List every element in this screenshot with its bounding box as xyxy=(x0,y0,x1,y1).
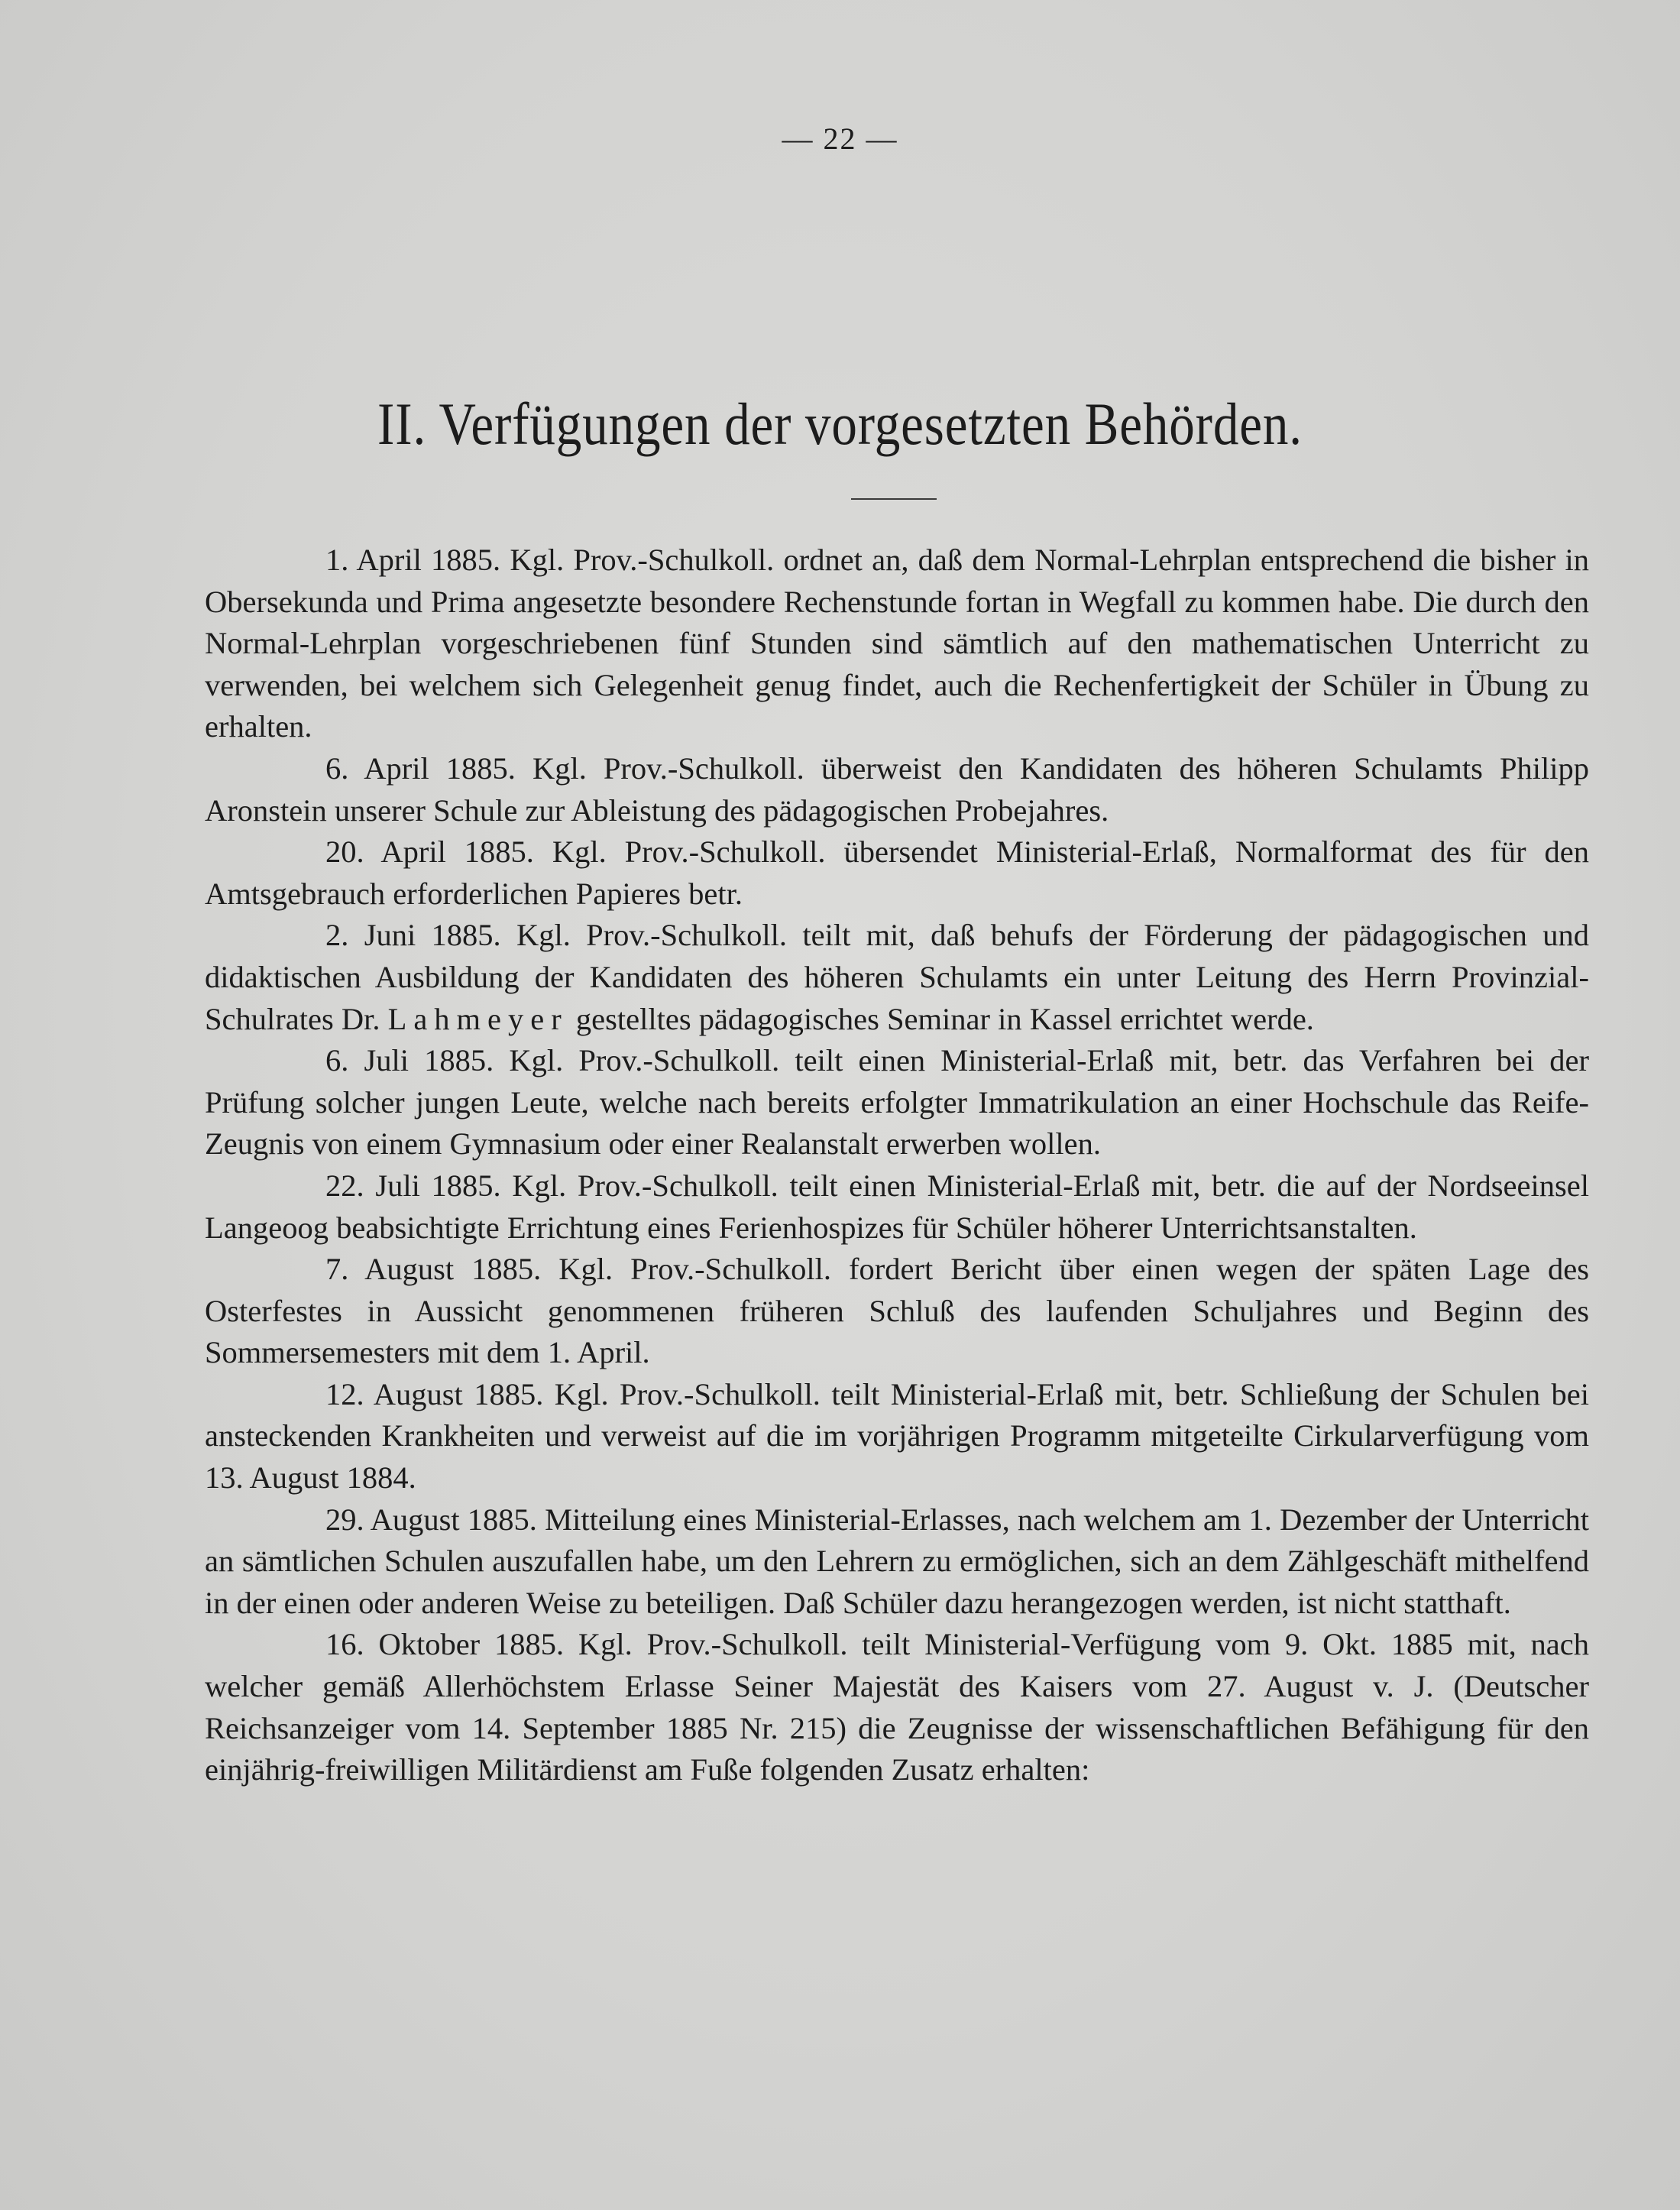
body-text xyxy=(205,540,1589,1791)
entry-paragraph: 20. April 1885. Kgl. Prov.-Schulkoll. übersendet Ministerial-Erlaß, Normalformat des für den Amtsgebrauch erforderlichen Papieres betr. xyxy=(205,834,1589,911)
entry-text-after: gestelltes pädagogisches Seminar in Kassel errichtet werde. xyxy=(575,1001,1314,1036)
entry-paragraph: 6. April 1885. Kgl. Prov.-Schulkoll. überweist den Kandidaten des höheren Schulamts Philipp Aronstein unserer Schule zur Ableistung des pädagogischen Probejahres. xyxy=(205,750,1589,828)
entry-paragraph: 1. April 1885. Kgl. Prov.-Schulkoll. ordnet an, daß dem Normal-Lehrplan entsprechend die bisher in Obersekunda und Prima angesetzte besondere Rechenstunde fortan in Wegfall zu kommen habe. Die durch den Normal-Lehrplan vorgeschriebenen fünf Stunden sind sämtlich auf den mathematischen Unterricht zu verwenden, bei welchem sich Gelegenheit genug findet, auch die Rechenfertigkeit der Schüler in Übung zu erhalten. xyxy=(205,543,1589,744)
spaced-name: Lahmeyer xyxy=(387,1001,568,1036)
entry-paragraph: 6. Juli 1885. Kgl. Prov.-Schulkoll. teilt einen Ministerial-Erlaß mit, betr. das Verfahren bei der Prüfung solcher jungen Leute, welche nach bereits erfolgter Immatrikulation an einer Hochschule das Reife-Zeugnis von einem Gymnasium oder einer Realanstalt erwerben wollen. xyxy=(205,1043,1589,1162)
page-number: — 22 — xyxy=(782,122,898,156)
entry-paragraph: 7. August 1885. Kgl. Prov.-Schulkoll. fordert Bericht über einen wegen der späten Lage des Osterfestes in Aussicht genommenen früheren Schluß des laufenden Schuljahres und Beginn des Sommersemesters mit dem 1. April. xyxy=(205,1252,1589,1370)
heading-rule xyxy=(851,498,937,500)
entry-paragraph xyxy=(205,915,1589,1040)
entry-paragraph: 29. August 1885. Mitteilung eines Ministerial-Erlasses, nach welchem am 1. Dezember der Unterricht an sämtlichen Schulen auszufallen habe, um den Lehrern zu ermöglichen, sich an dem Zählgeschäft mithelfend in der einen oder anderen Weise zu beteiligen. Daß Schüler dazu herangezogen werden, ist nicht statthaft. xyxy=(205,1502,1589,1620)
entry-paragraph: 22. Juli 1885. Kgl. Prov.-Schulkoll. teilt einen Ministerial-Erlaß mit, betr. die auf der Nordseeinsel Langeoog beabsichtigte Errichtung eines Ferienhospizes für Schüler höherer Unterrichtsanstalten. xyxy=(205,1168,1589,1245)
entry-paragraph: 12. August 1885. Kgl. Prov.-Schulkoll. teilt Ministerial-Erlaß mit, betr. Schließung der Schulen bei ansteckenden Krankheiten und verweist auf die im vorjährigen Programm mitgeteilte Cirkularverfügung vom 13. August 1884. xyxy=(205,1376,1589,1495)
entry-text-before: 2. Juni 1885. Kgl. Prov.-Schulkoll. teilt mit, daß behufs der Förderung der pädagogischen und didaktischen Ausbildung der Kandidaten des höheren Schulamts ein unter Leitung des Herrn Provinzial-Schulrates Dr. xyxy=(205,918,1589,1036)
section-heading: II. Verfügungen der vorgesetzten Behörden. xyxy=(377,390,1303,457)
entry-paragraph: 16. Oktober 1885. Kgl. Prov.-Schulkoll. teilt Ministerial-Verfügung vom 9. Okt. 1885 mit, nach welcher gemäß Allerhöchstem Erlasse Seiner Majestät des Kaisers vom 27. August v. J. (Deutscher Reichsanzeiger vom 14. September 1885 Nr. 215) die Zeugnisse der wissenschaftlichen Befähigung für den einjährig-freiwilligen Militärdienst am Fuße folgenden Zusatz erhalten: xyxy=(205,1627,1589,1787)
